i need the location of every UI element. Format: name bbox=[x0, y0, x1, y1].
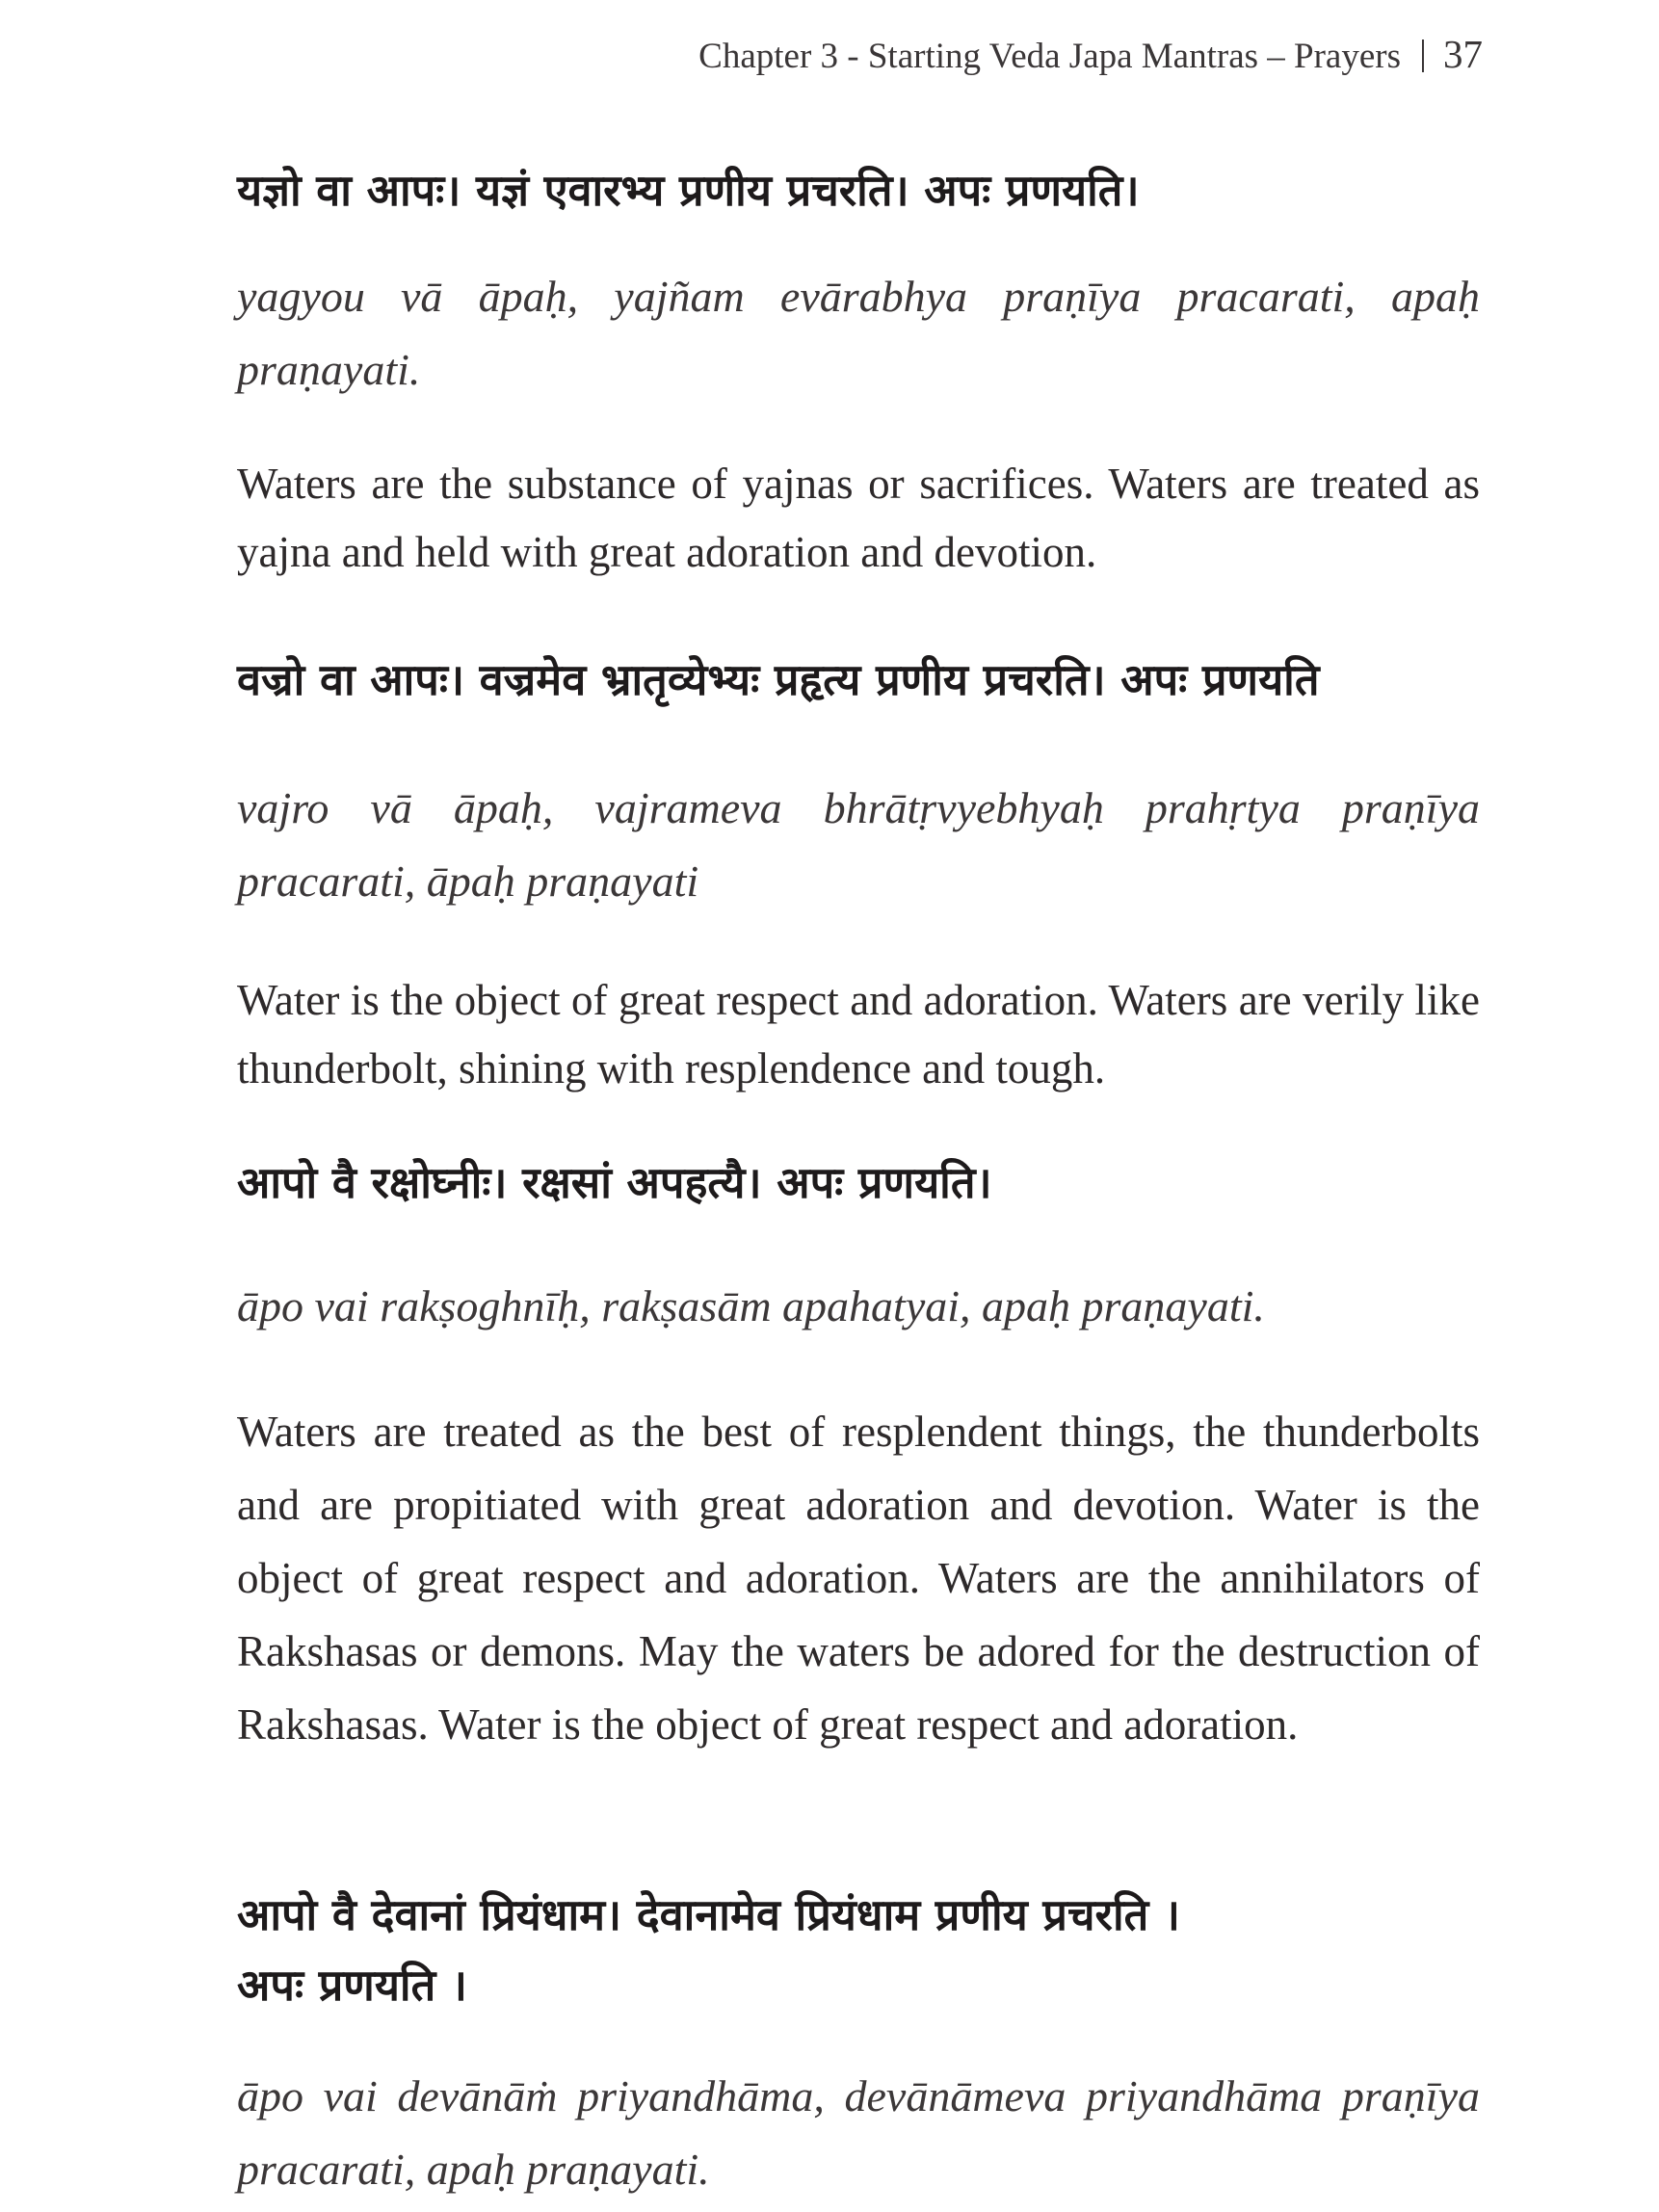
chapter-title: Chapter 3 - Starting Veda Japa Mantras – Prayers bbox=[698, 37, 1401, 76]
verse-4-devanagari-line-1: आपो वै देवानां प्रियंधाम। देवानामेव प्रियंधाम प्रणीय प्रचरति । bbox=[237, 1889, 1180, 1940]
page-number: 37 bbox=[1443, 32, 1483, 76]
verse-2-transliteration: vajro vā āpaḥ, vajrameva bhrātṛvyebhyaḥ prahṛtya praṇīya pracarati, āpaḥ praṇayati bbox=[237, 783, 1480, 906]
verse-1-devanagari: यज्ञो वा आपः। यज्ञं एवारभ्य प्रणीय प्रचरति। अपः प्रणयति। bbox=[237, 165, 1140, 216]
verse-1-transliteration: yagyou vā āpaḥ, yajñam evārabhya praṇīya pracarati, apaḥ praṇayati. bbox=[237, 272, 1480, 394]
verse-3-devanagari: आपो वै रक्षोघ्नीः। रक्षसां अपहत्यै। अपः प्रणयति। bbox=[237, 1157, 992, 1208]
running-header bbox=[698, 27, 1483, 84]
verse-2-devanagari: वज्रो वा आपः। वज्रमेव भ्रातृव्येभ्यः प्रहृत्य प्रणीय प्रचरति। अपः प्रणयति bbox=[237, 654, 1320, 705]
verse-4-devanagari-line-2: अपः प्रणयति । bbox=[237, 1960, 467, 2011]
verse-1-translation: Waters are the substance of yajnas or sacrifices. Waters are treated as yajna and held with great adoration and devotion. bbox=[237, 460, 1480, 576]
verse-3-transliteration: āpo vai rakṣoghnīḥ, rakṣasām apahatyai, apaḥ praṇayati. bbox=[237, 1281, 1265, 1330]
verse-2-translation: Water is the object of great respect and adoration. Waters are verily like thunderbolt, shining with resplendence and tough. bbox=[237, 976, 1480, 1093]
header-separator bbox=[1422, 40, 1424, 72]
verse-3-translation: Waters are treated as the best of resplendent things, the thunderbolts and are propitiated with great adoration and devotion. Water is the object of great respect and adoration. Waters are the annihilators of Rakshasas or demons. May the waters be adored for the destruction of Rakshasas. Water is the object of great respect and adoration. bbox=[237, 1408, 1480, 1749]
verse-4-transliteration: āpo vai devānāṁ priyandhāma, devānāmeva priyandhāma praṇīya pracarati, apaḥ praṇayati. bbox=[237, 2071, 1480, 2194]
